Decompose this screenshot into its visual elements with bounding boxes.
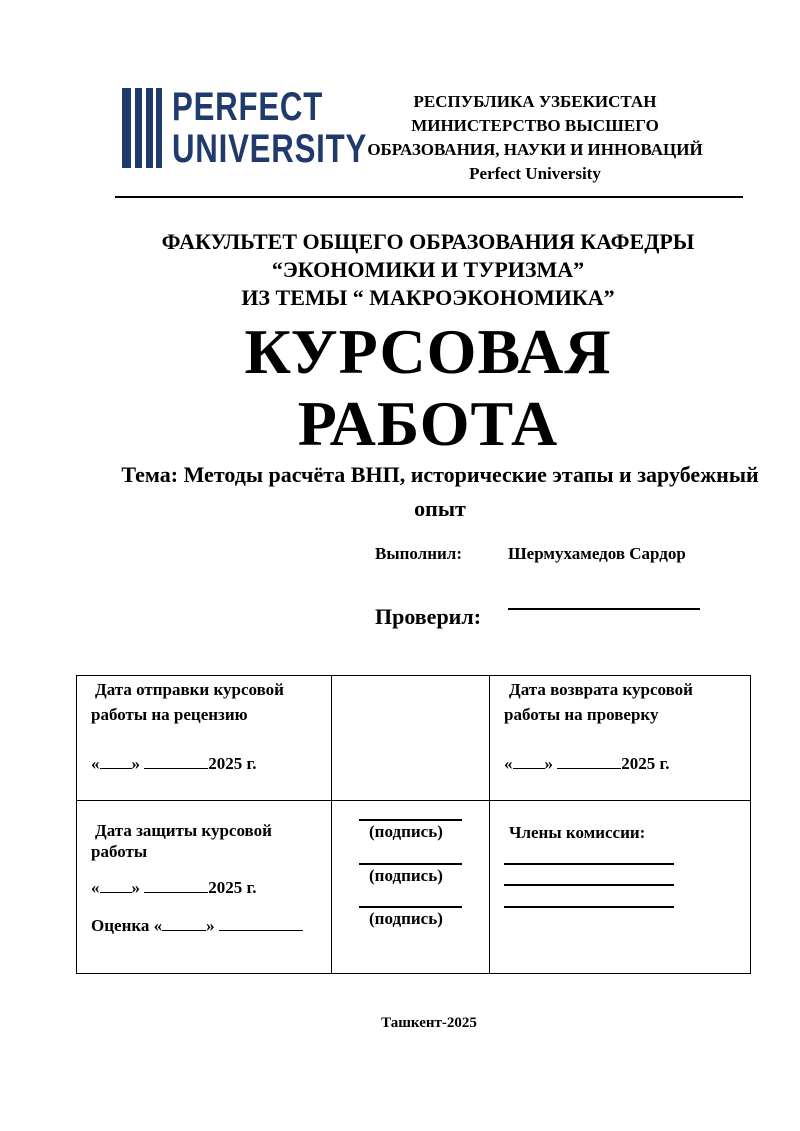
logo-line-2: UNIVERSITY xyxy=(172,127,368,171)
return-date-open: « xyxy=(504,754,513,773)
defense-date-mid: » xyxy=(131,878,140,897)
footer-city-year: Ташкент-2025 xyxy=(381,1015,477,1031)
signature-line-3 xyxy=(359,906,462,908)
submit-title-line-2: работы на рецензию xyxy=(91,705,248,724)
return-title-line-2: работы на проверку xyxy=(504,705,659,724)
defense-date-year: 2025 г. xyxy=(208,878,257,897)
university-logo xyxy=(122,85,368,171)
document-title xyxy=(60,316,796,460)
signature-label-2: (подпись) xyxy=(369,866,443,885)
defense-title-line-1: Дата защиты курсовой xyxy=(95,821,272,840)
defense-grade xyxy=(91,914,303,938)
faculty-line-3: ИЗ ТЕМЫ “ МАКРОЭКОНОМИКА” xyxy=(241,285,615,310)
commission-line-3 xyxy=(504,906,674,908)
signature-line-1 xyxy=(359,819,462,821)
header-country: РЕСПУБЛИКА УЗБЕКИСТАН xyxy=(413,92,657,111)
institution-header xyxy=(340,90,730,186)
return-date xyxy=(504,752,670,776)
table-divider-v1 xyxy=(331,676,332,973)
header-ministry-2: ОБРАЗОВАНИЯ, НАУКИ И ИННОВАЦИЙ xyxy=(367,140,703,159)
return-date-year: 2025 г. xyxy=(621,754,670,773)
review-table xyxy=(76,675,751,974)
performed-name: Шермухамедов Сардор xyxy=(508,544,686,563)
submit-title-line-1: Дата отправки курсовой xyxy=(95,680,284,699)
logo-line-1: PERFECT xyxy=(172,85,324,129)
title-line-2: РАБОТА xyxy=(297,388,559,459)
header-ministry-1: МИНИСТЕРСТВО ВЫСШЕГО xyxy=(411,116,659,135)
faculty-line-2: “ЭКОНОМИКИ И ТУРИЗМА” xyxy=(271,257,585,282)
checked-label: Проверил: xyxy=(375,604,482,629)
signature-line-2 xyxy=(359,863,462,865)
logo-bars-icon xyxy=(122,88,162,168)
faculty-line-1: ФАКУЛЬТЕТ ОБЩЕГО ОБРАЗОВАНИЯ КАФЕДРЫ xyxy=(161,229,695,254)
signature-label-1: (подпись) xyxy=(369,822,443,841)
return-date-mid: » xyxy=(544,754,553,773)
commission-line-1 xyxy=(504,863,674,865)
signature-label-3: (подпись) xyxy=(369,909,443,928)
logo-wordmark xyxy=(172,86,367,170)
performed-label: Выполнил: xyxy=(375,544,463,563)
commission-label: Члены комиссии: xyxy=(509,823,646,842)
table-divider-v2 xyxy=(489,676,490,973)
header-divider xyxy=(115,196,743,198)
table-divider-h xyxy=(77,800,750,801)
return-title-line-1: Дата возврата курсовой xyxy=(509,680,693,699)
defense-title-line-2: работы xyxy=(91,842,148,861)
commission-line-2 xyxy=(504,884,674,886)
topic-text: Тема: Методы расчёта ВНП, исторические этапы и зарубежный опыт xyxy=(121,462,759,521)
title-line-1: КУРСОВАЯ xyxy=(244,316,612,387)
faculty-block xyxy=(60,228,796,312)
submit-date xyxy=(91,752,257,776)
submit-date-mid: » xyxy=(131,754,140,773)
submit-date-open: « xyxy=(91,754,100,773)
defense-date xyxy=(91,876,257,900)
header-university: Perfect University xyxy=(469,164,601,183)
grade-mid: » xyxy=(206,916,215,935)
submit-date-year: 2025 г. xyxy=(208,754,257,773)
grade-label: Оценка « xyxy=(91,916,163,935)
checked-signature-line xyxy=(508,608,700,610)
defense-date-open: « xyxy=(91,878,100,897)
